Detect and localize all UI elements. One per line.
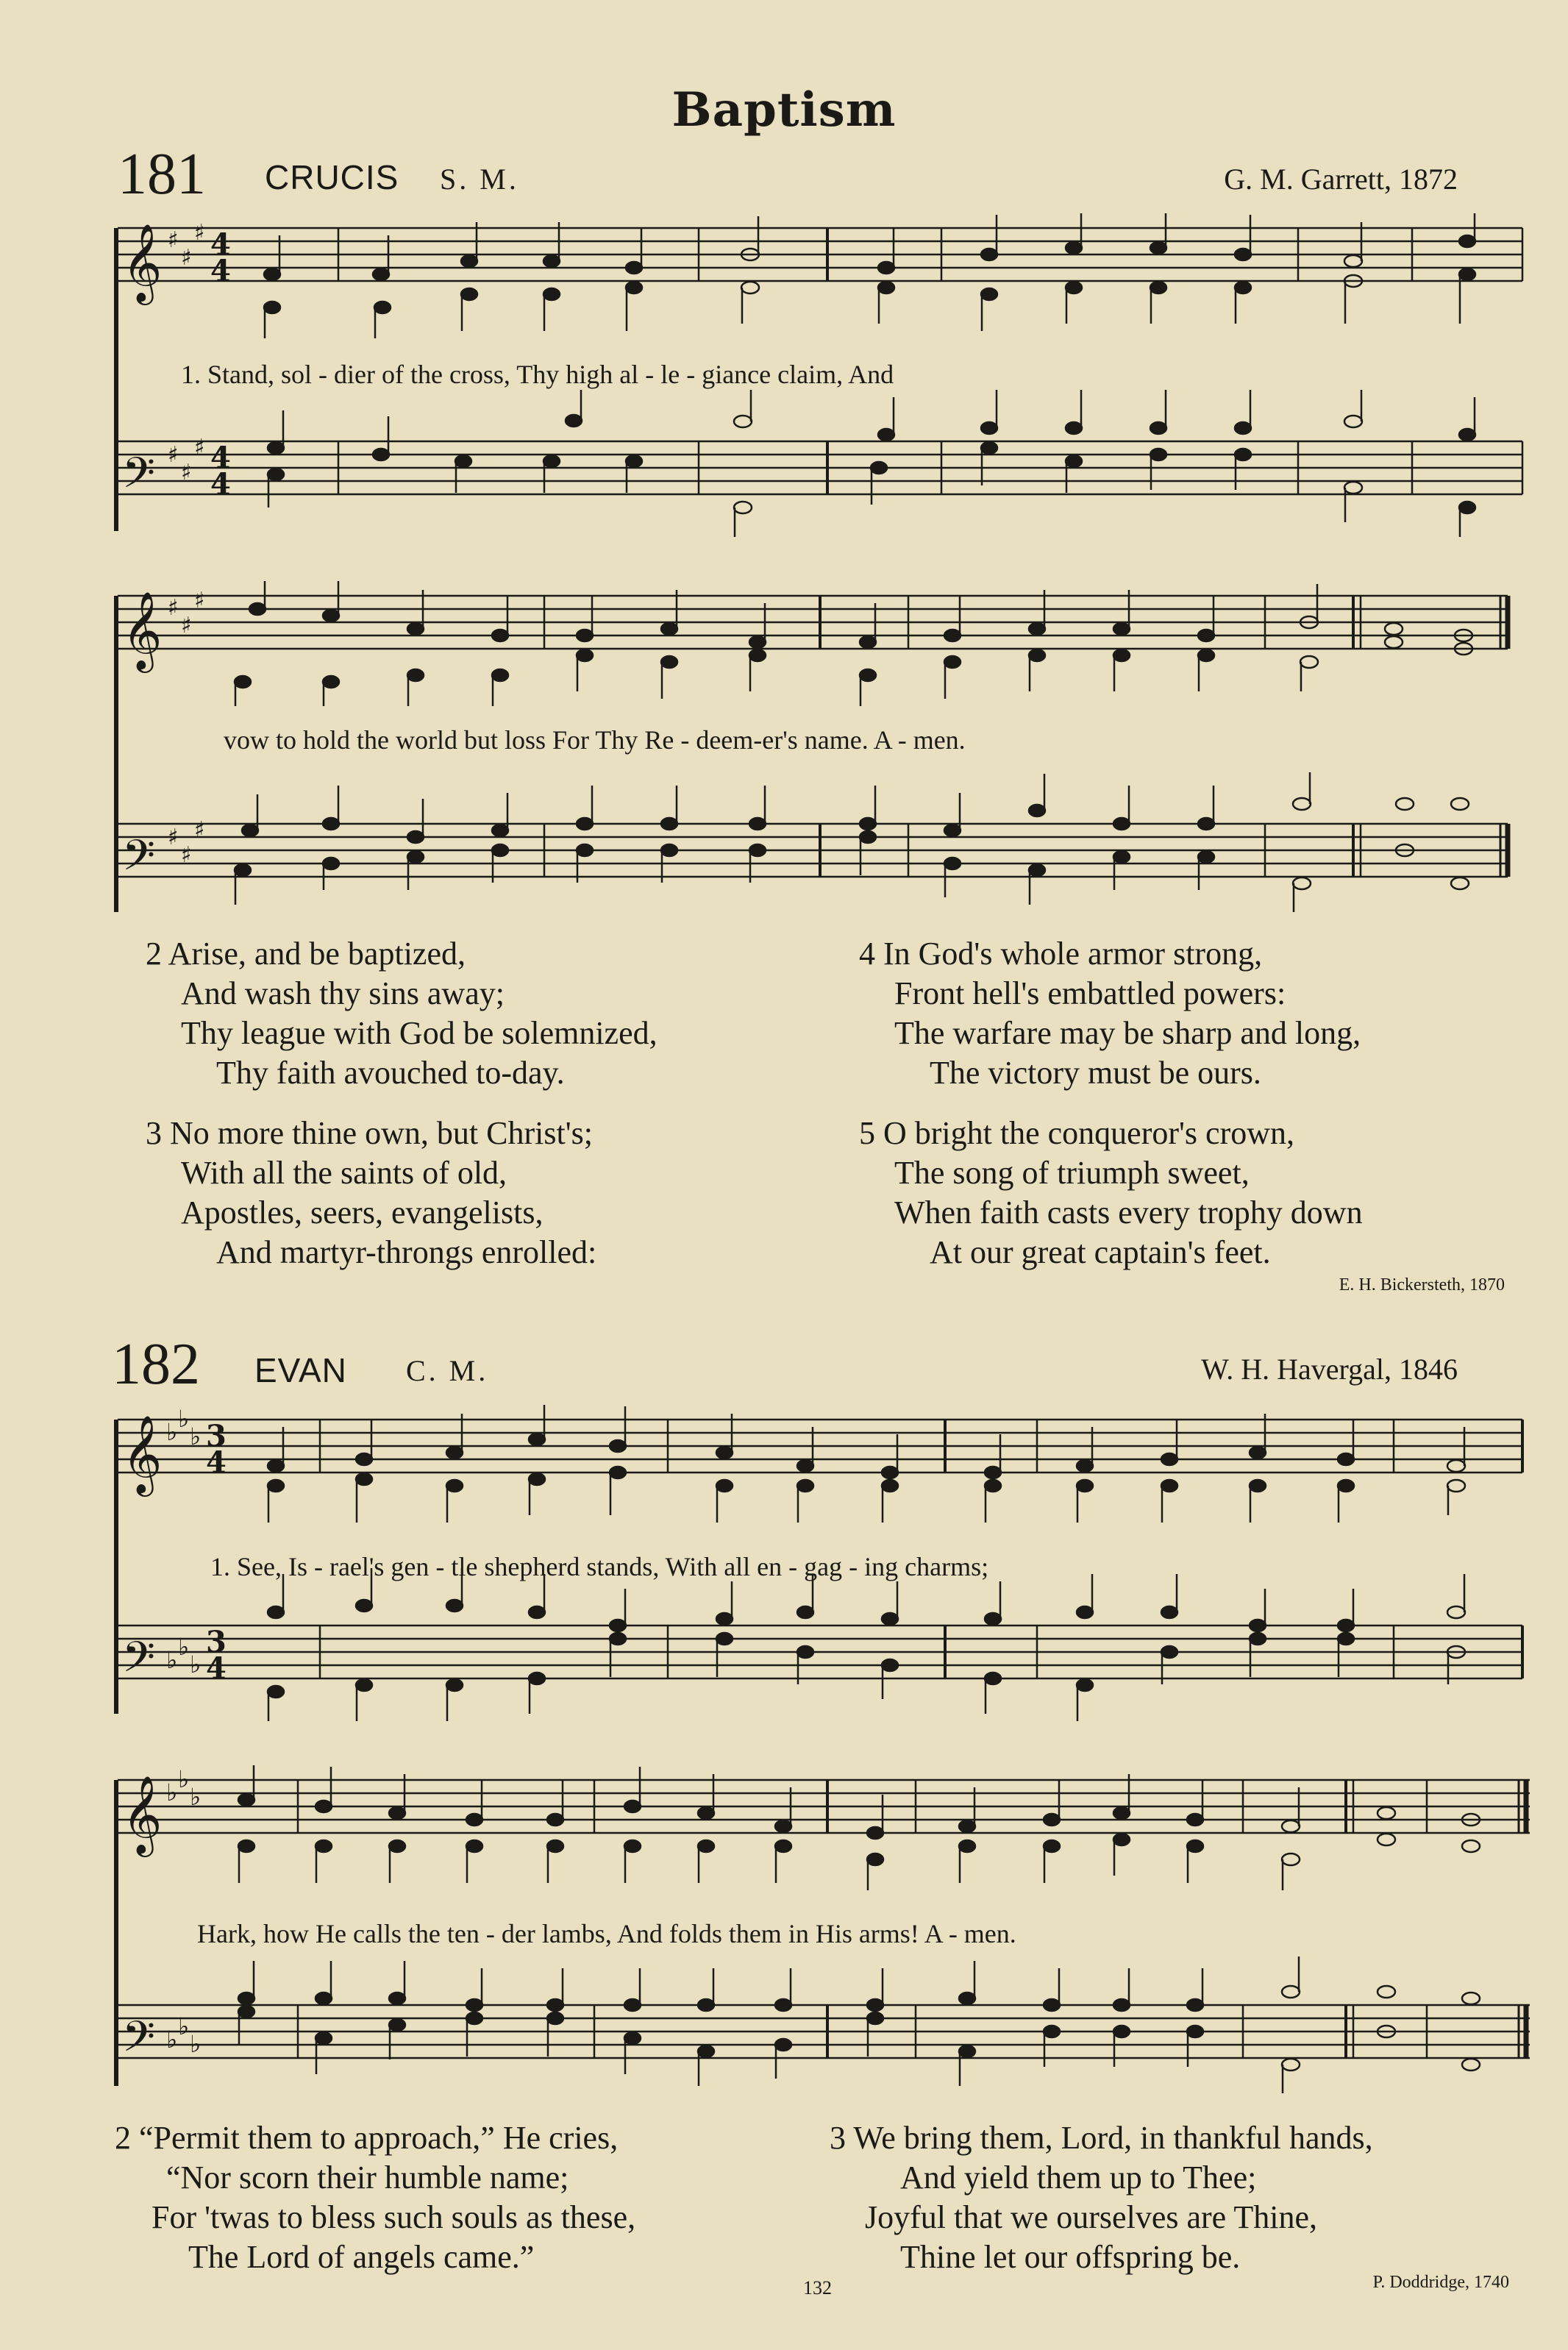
tune-name: EVAN [254,1351,347,1389]
meter: C. M. [406,1354,489,1387]
verse-5 [859,1114,1363,1272]
lyrics-line: 1. Stand, sol - dier of the cross, Thy high al - le - giance claim, And [181,360,894,389]
svg-text:♯: ♯ [181,613,192,638]
svg-text:𝄢: 𝄢 [122,2012,156,2072]
svg-text:♭: ♭ [166,1778,178,1806]
svg-text:♯: ♯ [168,595,179,621]
lyrics-line: vow to hold the world but loss For Thy Re - deem-er's name. A - men. [224,725,966,755]
svg-text:♭: ♭ [178,1765,190,1793]
composer: G. M. Garrett, 1872 [1224,163,1458,196]
verse-line: With all the saints of old, [181,1155,507,1191]
svg-text:3: 3 [206,1625,227,1659]
svg-text:♯: ♯ [181,842,192,868]
svg-text:𝄞: 𝄞 [122,223,163,302]
svg-text:♭: ♭ [190,1423,202,1450]
svg-text:4: 4 [210,467,231,502]
hymn-number: 181 [118,142,206,207]
svg-text:4: 4 [206,1445,227,1480]
svg-text:𝄢: 𝄢 [122,448,156,508]
svg-text:4: 4 [210,227,231,262]
lyrics-line: 1. See, Is - rael's gen - tle shepherd stands, With all en - gag - ing charms; [210,1552,989,1581]
svg-text:♭: ♭ [178,1633,190,1661]
svg-text:♯: ♯ [168,825,179,850]
lyrics-line: Hark, how He calls the ten - der lambs, And folds them in His arms! A - men. [197,1919,1016,1948]
verse-2 [115,2118,635,2277]
svg-text:♯: ♯ [168,442,179,468]
verse-line: Front hell's embattled powers: [894,975,1286,1011]
svg-text:♭: ♭ [166,1646,178,1674]
verse-line: “Nor scorn their humble name; [166,2159,569,2196]
author-credit: E. H. Bickersteth, 1870 [1339,1275,1505,1295]
verse-line: 3 We bring them, Lord, in thankful hands, [830,2120,1373,2156]
verse-3 [830,2118,1373,2277]
verse-line: And yield them up to Thee; [900,2159,1257,2196]
verse-line: And wash thy sins away; [181,975,505,1011]
verse-line: The Lord of angels came.” [188,2239,535,2275]
svg-text:♭: ♭ [190,1651,202,1678]
verse-line: Thy faith avouched to-day. [216,1055,565,1091]
svg-text:𝄞: 𝄞 [122,591,163,669]
svg-text:♭: ♭ [178,1405,190,1433]
author-credit: P. Doddridge, 1740 [1372,2273,1509,2292]
verse-line: 2 “Permit them to approach,” He cries, [115,2120,619,2156]
verse-line: 4 In God's whole armor strong, [859,936,1263,972]
verse-line: 5 O bright the conqueror's crown, [859,1115,1295,1151]
svg-text:♯: ♯ [194,220,205,246]
svg-text:♭: ♭ [190,2030,202,2058]
svg-text:♭: ♭ [178,2012,190,2040]
svg-text:♯: ♯ [168,227,179,253]
svg-text:𝄢: 𝄢 [122,1632,156,1692]
verse-line: And martyr-throngs enrolled: [216,1234,597,1270]
svg-text:𝄢: 𝄢 [122,830,156,891]
svg-text:𝄞: 𝄞 [122,1414,163,1493]
verse-line: 3 No more thine own, but Christ's; [146,1115,594,1151]
verse-3 [146,1114,596,1272]
hymn-number: 182 [112,1332,200,1397]
composer: W. H. Havergal, 1846 [1201,1353,1458,1386]
verse-line: The warfare may be sharp and long, [894,1015,1361,1051]
svg-text:4: 4 [210,441,231,475]
svg-text:♯: ♯ [181,245,192,271]
verse-line: The song of triumph sweet, [894,1155,1250,1191]
verse-line: Apostles, seers, evangelists, [181,1194,544,1231]
verse-line: Thine let our offspring be. [900,2239,1241,2275]
svg-text:𝄞: 𝄞 [122,1775,163,1854]
verse-line: The victory must be ours. [930,1055,1261,1091]
svg-text:♭: ♭ [190,1783,202,1811]
svg-text:♯: ♯ [194,588,205,613]
svg-text:♭: ♭ [166,1418,178,1446]
svg-text:4: 4 [210,254,231,288]
page-title: Baptism [671,82,897,138]
svg-text:3: 3 [206,1419,227,1453]
verse-line: 2 Arise, and be baptized, [146,936,466,972]
svg-text:♯: ♯ [181,460,192,485]
svg-text:♯: ♯ [194,435,205,460]
verse-2 [146,934,658,1093]
page-number: 132 [803,2277,832,2299]
svg-text:♯: ♯ [194,817,205,843]
verse-line: When faith casts every trophy down [894,1194,1363,1231]
meter: S. M. [440,163,519,196]
tune-name: CRUCIS [265,158,399,196]
verse-line: For 'twas to bless such souls as these, [152,2199,636,2235]
svg-text:♭: ♭ [166,2026,178,2054]
svg-text:4: 4 [206,1651,227,1686]
verse-line: At our great captain's feet. [930,1234,1271,1270]
verse-line: Thy league with God be solemnized, [181,1015,658,1051]
verse-line: Joyful that we ourselves are Thine, [865,2199,1318,2235]
verse-4 [859,934,1361,1093]
